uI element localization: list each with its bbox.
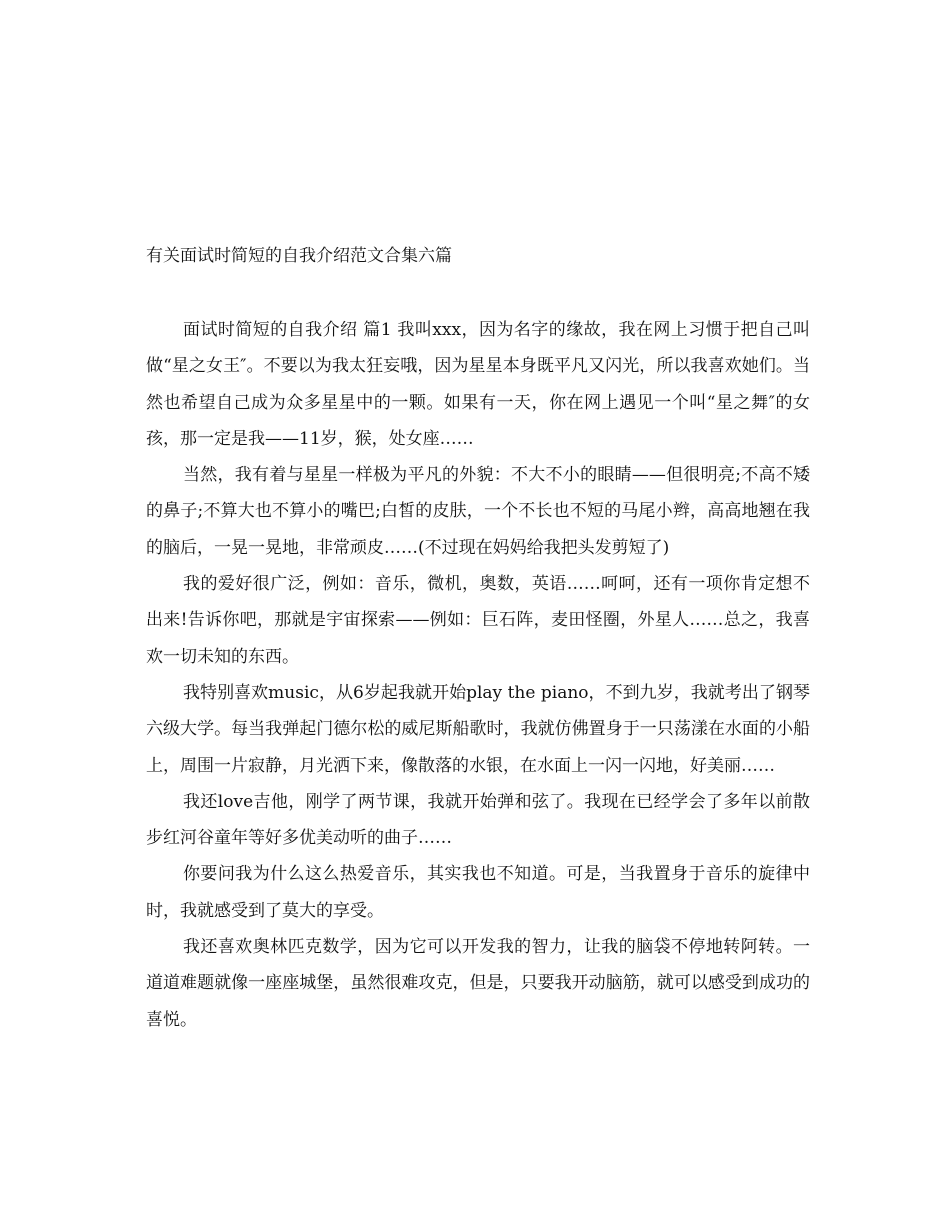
- paragraph: 当然，我有着与星星一样极为平凡的外貌：不大不小的眼睛——但很明亮;不高不矮的鼻子;不算大也不算小的嘴巴;白皙的皮肤，一个不长也不短的马尾小辫，高高地翘在我的脑后，一晃一晃地，非常顽皮……(不过现在妈妈给我把头发剪短了): [146, 465, 810, 558]
- paragraph: 我的爱好很广泛，例如：音乐，微机，奥数，英语……呵呵，还有一项你肯定想不出来!告诉你吧，那就是宇宙探索——例如：巨石阵，麦田怪圈，外星人……总之，我喜欢一切未知的东西。: [146, 574, 810, 667]
- paragraph: 我还love吉他，刚学了两节课，我就开始弹和弦了。我现在已经学会了多年以前散步红河谷童年等好多优美动听的曲子……: [146, 791, 810, 849]
- document-title: 有关面试时简短的自我介绍范文合集六篇: [146, 246, 452, 266]
- paragraph: 你要问我为什么这么热爱音乐，其实我也不知道。可是，当我置身于音乐的旋律中时，我就感受到了莫大的享受。: [146, 864, 810, 921]
- paragraph: 我还喜欢奥林匹克数学，因为它可以开发我的智力，让我的脑袋不停地转阿转。一道道难题就像一座座城堡，虽然很难攻克，但是，只要我开动脑筋，就可以感受到成功的喜悦。: [146, 937, 810, 1030]
- paragraph: 我特别喜欢music，从6岁起我就开始play the piano，不到九岁，我就考出了钢琴六级大学。每当我弹起门德尔松的威尼斯船歌时，我就仿佛置身于一只荡漾在水面的小船上，周围一片寂静，月光洒下来，像散落的水银，在水面上一闪一闪地，好美丽……: [146, 682, 810, 776]
- paragraph: 面试时简短的自我介绍 篇1 我叫xxx，因为名字的缘故，我在网上习惯于把自己叫做“星之女王″。不要以为我太狂妄哦，因为星星本身既平凡又闪光，所以我喜欢她们。当然也希望自己成为众多星星中的一颗。如果有一天，你在网上遇见一个叫“星之舞″的女孩，那一定是我——11岁，猴，处女座……: [146, 320, 810, 449]
- document-body: [146, 312, 810, 1038]
